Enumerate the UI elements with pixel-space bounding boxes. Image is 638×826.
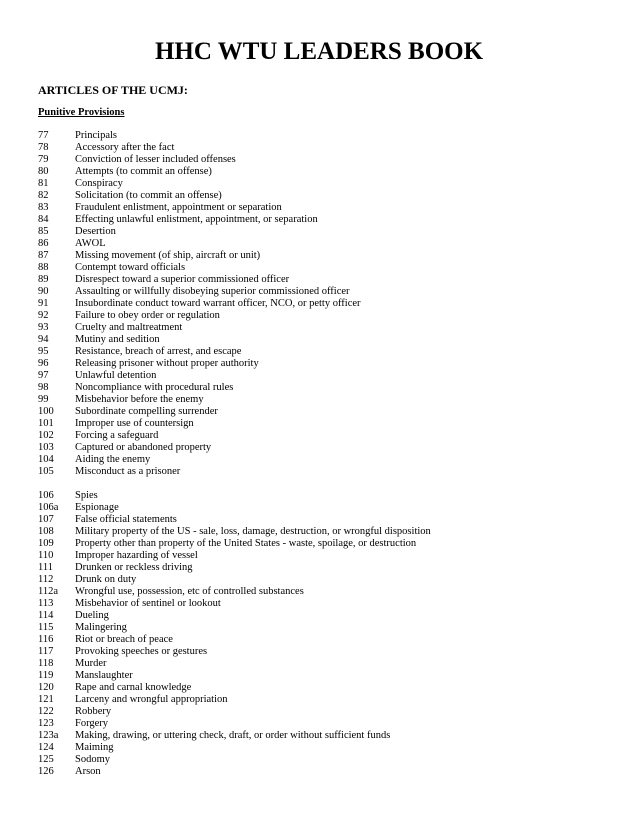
article-number: 90 <box>38 286 49 297</box>
article-list-group-2 <box>38 490 618 778</box>
article-title: Larceny and wrongful appropriation <box>75 694 228 705</box>
article-number: 110 <box>38 550 54 561</box>
article-number: 96 <box>38 358 49 369</box>
article-title: Improper use of countersign <box>75 418 194 429</box>
article-title: Principals <box>75 130 117 141</box>
article-row <box>38 550 618 562</box>
article-title: Unlawful detention <box>75 370 157 381</box>
article-title: Sodomy <box>75 754 111 765</box>
article-number: 122 <box>38 706 54 717</box>
article-row <box>38 202 618 214</box>
article-row <box>38 574 618 586</box>
article-number: 91 <box>38 298 49 309</box>
article-row <box>38 322 618 334</box>
article-number: 119 <box>38 670 54 681</box>
article-title: Cruelty and maltreatment <box>75 322 183 333</box>
article-title: Misbehavior before the enemy <box>75 394 204 405</box>
article-number: 79 <box>38 154 49 165</box>
article-title: Maiming <box>75 742 114 753</box>
article-row <box>38 646 618 658</box>
article-number: 78 <box>38 142 49 153</box>
article-row <box>38 142 618 154</box>
article-row <box>38 526 618 538</box>
article-title: Rape and carnal knowledge <box>75 682 192 693</box>
article-number: 85 <box>38 226 49 237</box>
article-row <box>38 586 618 598</box>
article-title: Improper hazarding of vessel <box>75 550 198 561</box>
article-row <box>38 394 618 406</box>
article-title: Insubordinate conduct toward warrant officer, NCO, or petty officer <box>75 298 361 309</box>
article-title: Wrongful use, possession, etc of controlled substances <box>75 586 304 597</box>
article-row <box>38 454 618 466</box>
article-title: Forgery <box>75 718 109 729</box>
article-row <box>38 718 618 730</box>
article-title: Subordinate compelling surrender <box>75 406 218 417</box>
article-number: 117 <box>38 646 54 657</box>
article-title: Desertion <box>75 226 116 237</box>
article-row <box>38 190 618 202</box>
article-number: 82 <box>38 190 49 201</box>
article-row <box>38 286 618 298</box>
article-number: 93 <box>38 322 49 333</box>
article-row <box>38 658 618 670</box>
article-title: Misbehavior of sentinel or lookout <box>75 598 221 609</box>
article-title: Effecting unlawful enlistment, appointment, or separation <box>75 214 318 225</box>
article-row <box>38 622 618 634</box>
article-title: Assaulting or willfully disobeying superior commissioned officer <box>75 286 350 297</box>
article-number: 77 <box>38 130 49 141</box>
article-row <box>38 670 618 682</box>
article-number: 89 <box>38 274 49 285</box>
article-number: 112 <box>38 574 54 585</box>
article-title: Releasing prisoner without proper authority <box>75 358 259 369</box>
article-row <box>38 442 618 454</box>
article-title: Contempt toward officials <box>75 262 186 273</box>
article-title: Riot or breach of peace <box>75 634 173 645</box>
article-row <box>38 166 618 178</box>
article-number: 112a <box>38 586 59 597</box>
article-row <box>38 430 618 442</box>
article-row <box>38 418 618 430</box>
article-row <box>38 742 618 754</box>
article-title: Missing movement (of ship, aircraft or unit) <box>75 250 261 261</box>
article-number: 92 <box>38 310 49 321</box>
article-row <box>38 382 618 394</box>
article-row <box>38 538 618 550</box>
article-number: 114 <box>38 610 54 621</box>
article-title: Disrespect toward a superior commissioned officer <box>75 274 290 285</box>
article-row <box>38 706 618 718</box>
article-title: Espionage <box>75 502 119 513</box>
article-title: Aiding the enemy <box>75 454 151 465</box>
article-number: 98 <box>38 382 49 393</box>
article-list-group-1 <box>38 130 618 478</box>
article-row <box>38 250 618 262</box>
article-number: 104 <box>38 454 54 465</box>
article-number: 109 <box>38 538 54 549</box>
article-number: 94 <box>38 334 49 345</box>
section-heading: ARTICLES OF THE UCMJ: <box>38 83 188 97</box>
article-row <box>38 754 618 766</box>
article-title: Solicitation (to commit an offense) <box>75 190 222 201</box>
article-title: Malingering <box>75 622 127 633</box>
article-number: 103 <box>38 442 54 453</box>
article-number: 126 <box>38 766 54 777</box>
article-row <box>38 466 618 478</box>
article-title: Attempts (to commit an offense) <box>75 166 212 177</box>
article-number: 86 <box>38 238 49 249</box>
article-number: 95 <box>38 346 49 357</box>
article-number: 106a <box>38 502 59 513</box>
article-row <box>38 514 618 526</box>
article-title: Drunk on duty <box>75 574 137 585</box>
article-number: 83 <box>38 202 49 213</box>
article-row <box>38 502 618 514</box>
article-number: 123 <box>38 718 54 729</box>
article-number: 111 <box>38 562 53 573</box>
article-title: Conspiracy <box>75 178 123 189</box>
article-number: 125 <box>38 754 54 765</box>
article-number: 97 <box>38 370 49 381</box>
article-row <box>38 730 618 742</box>
article-title: Provoking speeches or gestures <box>75 646 208 657</box>
article-row <box>38 154 618 166</box>
article-title: Spies <box>75 490 98 501</box>
sub-heading: Punitive Provisions <box>38 107 125 118</box>
article-number: 113 <box>38 598 54 609</box>
article-row <box>38 766 618 778</box>
article-number: 108 <box>38 526 54 537</box>
article-number: 88 <box>38 262 49 273</box>
article-title: Dueling <box>75 610 109 621</box>
article-title: Misconduct as a prisoner <box>75 466 181 477</box>
article-title: Resistance, breach of arrest, and escape <box>75 346 242 357</box>
article-title: False official statements <box>75 514 177 525</box>
article-row <box>38 634 618 646</box>
article-title: Military property of the US - sale, loss, damage, destruction, or wrongful disposition <box>75 526 431 537</box>
article-row <box>38 406 618 418</box>
article-row <box>38 346 618 358</box>
article-number: 118 <box>38 658 54 669</box>
article-row <box>38 238 618 250</box>
article-title: Robbery <box>75 706 112 717</box>
article-row <box>38 694 618 706</box>
article-number: 120 <box>38 682 54 693</box>
article-row <box>38 682 618 694</box>
article-title: Making, drawing, or uttering check, draft, or order without sufficient funds <box>75 730 391 741</box>
article-number: 106 <box>38 490 54 501</box>
article-number: 123a <box>38 730 59 741</box>
article-row <box>38 298 618 310</box>
article-title: Accessory after the fact <box>75 142 175 153</box>
article-row <box>38 370 618 382</box>
article-number: 105 <box>38 466 54 477</box>
article-title: Forcing a safeguard <box>75 430 159 441</box>
article-title: Captured or abandoned property <box>75 442 212 453</box>
article-number: 99 <box>38 394 49 405</box>
article-number: 84 <box>38 214 49 225</box>
article-title: AWOL <box>75 238 106 249</box>
article-number: 80 <box>38 166 49 177</box>
article-title: Drunken or reckless driving <box>75 562 193 573</box>
article-number: 81 <box>38 178 49 189</box>
article-number: 116 <box>38 634 54 645</box>
article-title: Failure to obey order or regulation <box>75 310 220 321</box>
article-row <box>38 562 618 574</box>
article-title: Conviction of lesser included offenses <box>75 154 236 165</box>
article-row <box>38 598 618 610</box>
article-number: 102 <box>38 430 54 441</box>
article-number: 121 <box>38 694 54 705</box>
page-title: HHC WTU LEADERS BOOK <box>154 38 484 65</box>
article-number: 87 <box>38 250 49 261</box>
article-row <box>38 262 618 274</box>
article-row <box>38 214 618 226</box>
article-title: Murder <box>75 658 107 669</box>
article-row <box>38 610 618 622</box>
article-row <box>38 310 618 322</box>
article-row <box>38 226 618 238</box>
article-title: Mutiny and sedition <box>75 334 160 345</box>
article-row <box>38 490 618 502</box>
article-row <box>38 334 618 346</box>
article-title: Arson <box>75 766 101 777</box>
article-title: Manslaughter <box>75 670 133 681</box>
article-title: Property other than property of the United States - waste, spoilage, or destruction <box>75 538 417 549</box>
article-number: 107 <box>38 514 54 525</box>
article-title: Noncompliance with procedural rules <box>75 382 234 393</box>
article-number: 124 <box>38 742 54 753</box>
article-row <box>38 130 618 142</box>
article-title: Fraudulent enlistment, appointment or separation <box>75 202 282 213</box>
article-row <box>38 178 618 190</box>
article-number: 100 <box>38 406 54 417</box>
article-number: 115 <box>38 622 54 633</box>
article-number: 101 <box>38 418 54 429</box>
article-row <box>38 358 618 370</box>
article-row <box>38 274 618 286</box>
